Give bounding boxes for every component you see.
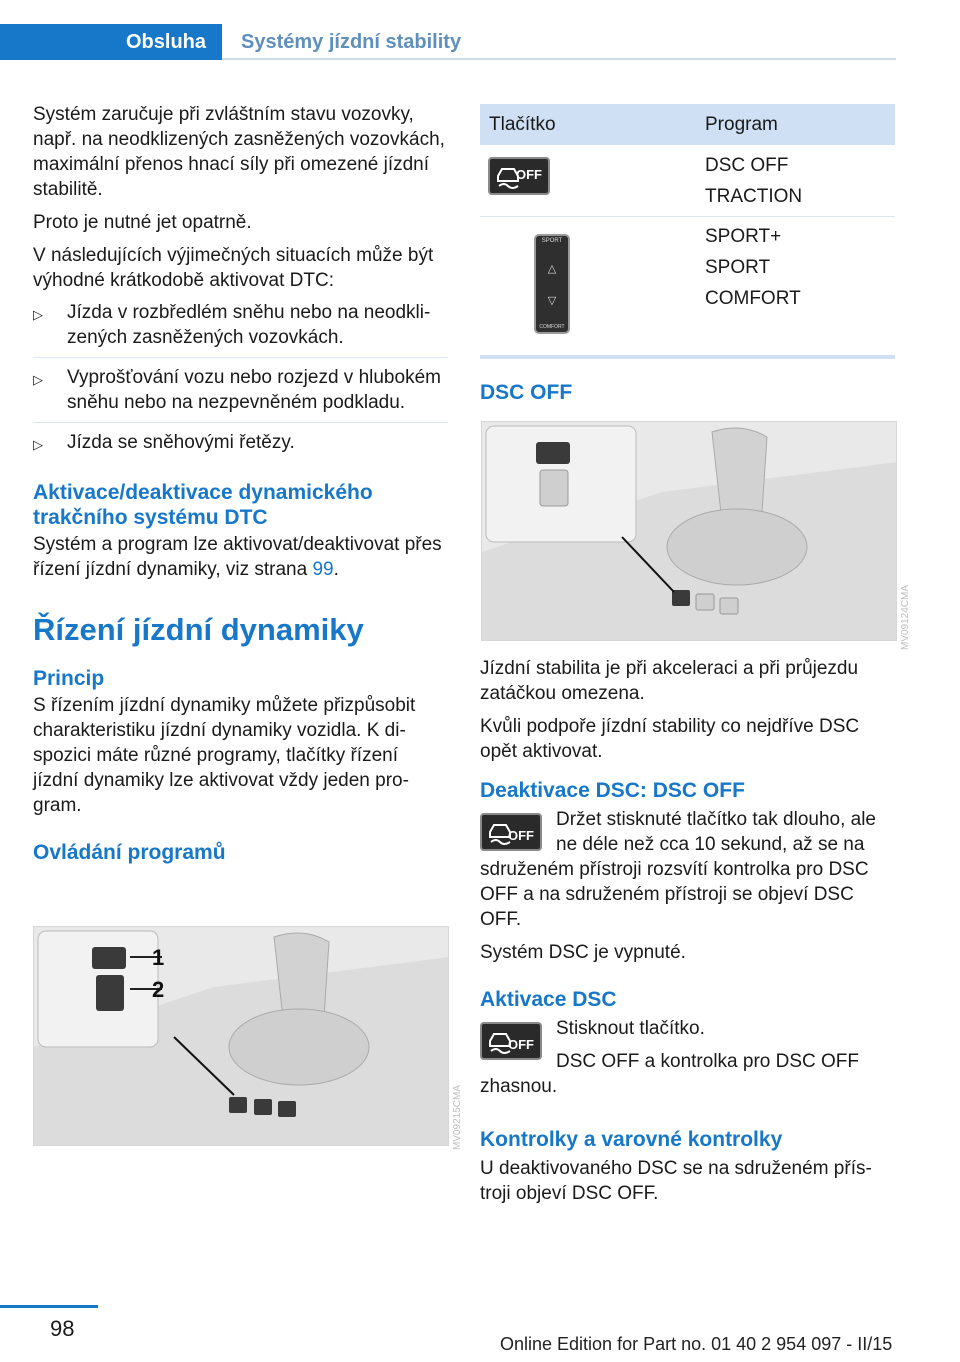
- list-item: ▷ Vyprošťování vozu nebo rozjezd v hlubokém sněhu nebo na nezpevněném podkladu.: [33, 358, 448, 423]
- table-row: [480, 217, 895, 355]
- page-header: [0, 24, 960, 60]
- dtc-paragraph: Systém a program lze aktivovat/deaktivovat přes řízení jízdní dynamiky, viz strana 99.: [33, 534, 442, 580]
- dtc-heading: Aktivace/deaktivace dynamického trakčního systému DTC: [33, 481, 373, 529]
- page-link[interactable]: 99: [312, 559, 334, 580]
- activate-block: [480, 1016, 895, 1099]
- program-sport: SPORT: [705, 257, 771, 278]
- sport-rocker-switch-icon: SPORT △ ▽ COMFORT: [534, 234, 570, 334]
- stability-paragraph-1: Jízdní stabilita je při akceleraci a při průjezdu zatáčkou omezena.: [480, 658, 859, 704]
- program-comfort: COMFORT: [705, 288, 801, 309]
- triangle-bullet-icon: ▷: [33, 437, 43, 452]
- careful-paragraph: Proto je nutné jet opatrně.: [33, 212, 252, 233]
- header-rule: [222, 58, 896, 60]
- edition-text: Online Edition for Part no. 01 40 2 954 097 - II/15: [500, 1334, 893, 1354]
- principle-heading: Princip: [33, 667, 105, 690]
- col-header-button: Tlačítko: [489, 114, 556, 135]
- callout-2: 2: [152, 977, 165, 1002]
- photo-code-right: MV09124CMA: [900, 584, 911, 650]
- table-row: [480, 145, 895, 217]
- stability-paragraph-2: Kvůli podpoře jízdní stability co nejdříve DSC opět aktivovat.: [480, 716, 860, 762]
- footer-rule: [0, 1305, 98, 1308]
- center-console-photo: [33, 926, 449, 1146]
- dsc-off-heading: DSC OFF: [480, 381, 573, 404]
- left-column: [33, 102, 448, 865]
- program-traction: TRACTION: [705, 186, 803, 207]
- warning-paragraph: U deaktivovaného DSC se na sdruženém přístroji objeví DSC OFF.: [480, 1158, 872, 1204]
- right-column: [480, 656, 895, 1214]
- center-console-illustration: [34, 927, 449, 1146]
- triangle-bullet-icon: ▷: [33, 307, 43, 322]
- situations-intro: V následujících výjimečných situacích může být výhodné krátkodobě aktivovat DTC:: [33, 245, 434, 291]
- dsc-off-button-icon: OFF: [480, 813, 542, 851]
- list-item: ▷ Jízda se sněhovými řetězy.: [33, 423, 448, 462]
- dsc-console-illustration: [482, 422, 897, 641]
- photo-code-left: MV09215CMA: [452, 1084, 463, 1150]
- section-title[interactable]: Systémy jízdní stability: [241, 31, 462, 53]
- arrow-down-icon: ▽: [547, 295, 557, 307]
- dsc-console-photo: [481, 421, 897, 641]
- table-bottom-rule: [480, 355, 895, 359]
- warning-heading: Kontrolky a varovné kontrolky: [480, 1128, 783, 1151]
- deactivate-heading: Deaktivace DSC: DSC OFF: [480, 779, 745, 802]
- activate-text-1: Stisknout tlačítko.: [556, 1018, 705, 1039]
- activate-text-2: DSC OFF a kontrolka pro DSC OFF zhasnou.: [480, 1051, 860, 1097]
- principle-paragraph: S řízením jízdní dynamiky můžete přizpůsobit charakteristiku jízdní dynamiky vozidla. K dispozici máte různé programy, tlačítky řízení jízdní dynamiky lze aktivovat vždy jeden program.: [33, 695, 416, 816]
- callout-1: 1: [152, 945, 165, 970]
- main-heading: Řízení jízdní dynamiky: [33, 612, 364, 647]
- deactivate-result: Systém DSC je vypnuté.: [480, 942, 686, 963]
- program-sport-plus: SPORT+: [705, 226, 782, 247]
- controls-heading: Ovládání programů: [33, 841, 226, 864]
- activate-heading: Aktivace DSC: [480, 988, 617, 1011]
- page-number: 98: [50, 1316, 75, 1341]
- triangle-bullet-icon: ▷: [33, 372, 43, 387]
- deactivate-block: [480, 807, 895, 932]
- program-dsc-off: DSC OFF: [705, 155, 789, 176]
- chapter-tab[interactable]: Obsluha: [0, 24, 222, 60]
- intro-paragraph: Systém zaručuje při zvláštním stavu vozovky, např. na neodklizených zasněžených vozovkách, maximální přenos hnací síly při omezené jízdní stabilitě.: [33, 104, 445, 200]
- dsc-off-button-icon: OFF: [480, 1022, 542, 1060]
- arrow-up-icon: △: [547, 263, 557, 275]
- col-header-program: Program: [705, 114, 778, 135]
- list-item: ▷ Jízda v rozbředlém sněhu nebo na neodklizených zasněžených vozovkách.: [33, 293, 448, 358]
- program-table: [480, 104, 895, 359]
- dsc-off-button-icon: OFF: [488, 157, 550, 195]
- situations-list: [33, 293, 448, 462]
- deactivate-text: Držet stisknuté tlačítko tak dlouho, ale ne déle než cca 10 sekund, až se na sdruženém přístroji rozsvítí kontrolka pro DSC OFF a na sdruženém přístroji se objeví DSC OFF.: [480, 809, 876, 930]
- table-header: [480, 104, 895, 145]
